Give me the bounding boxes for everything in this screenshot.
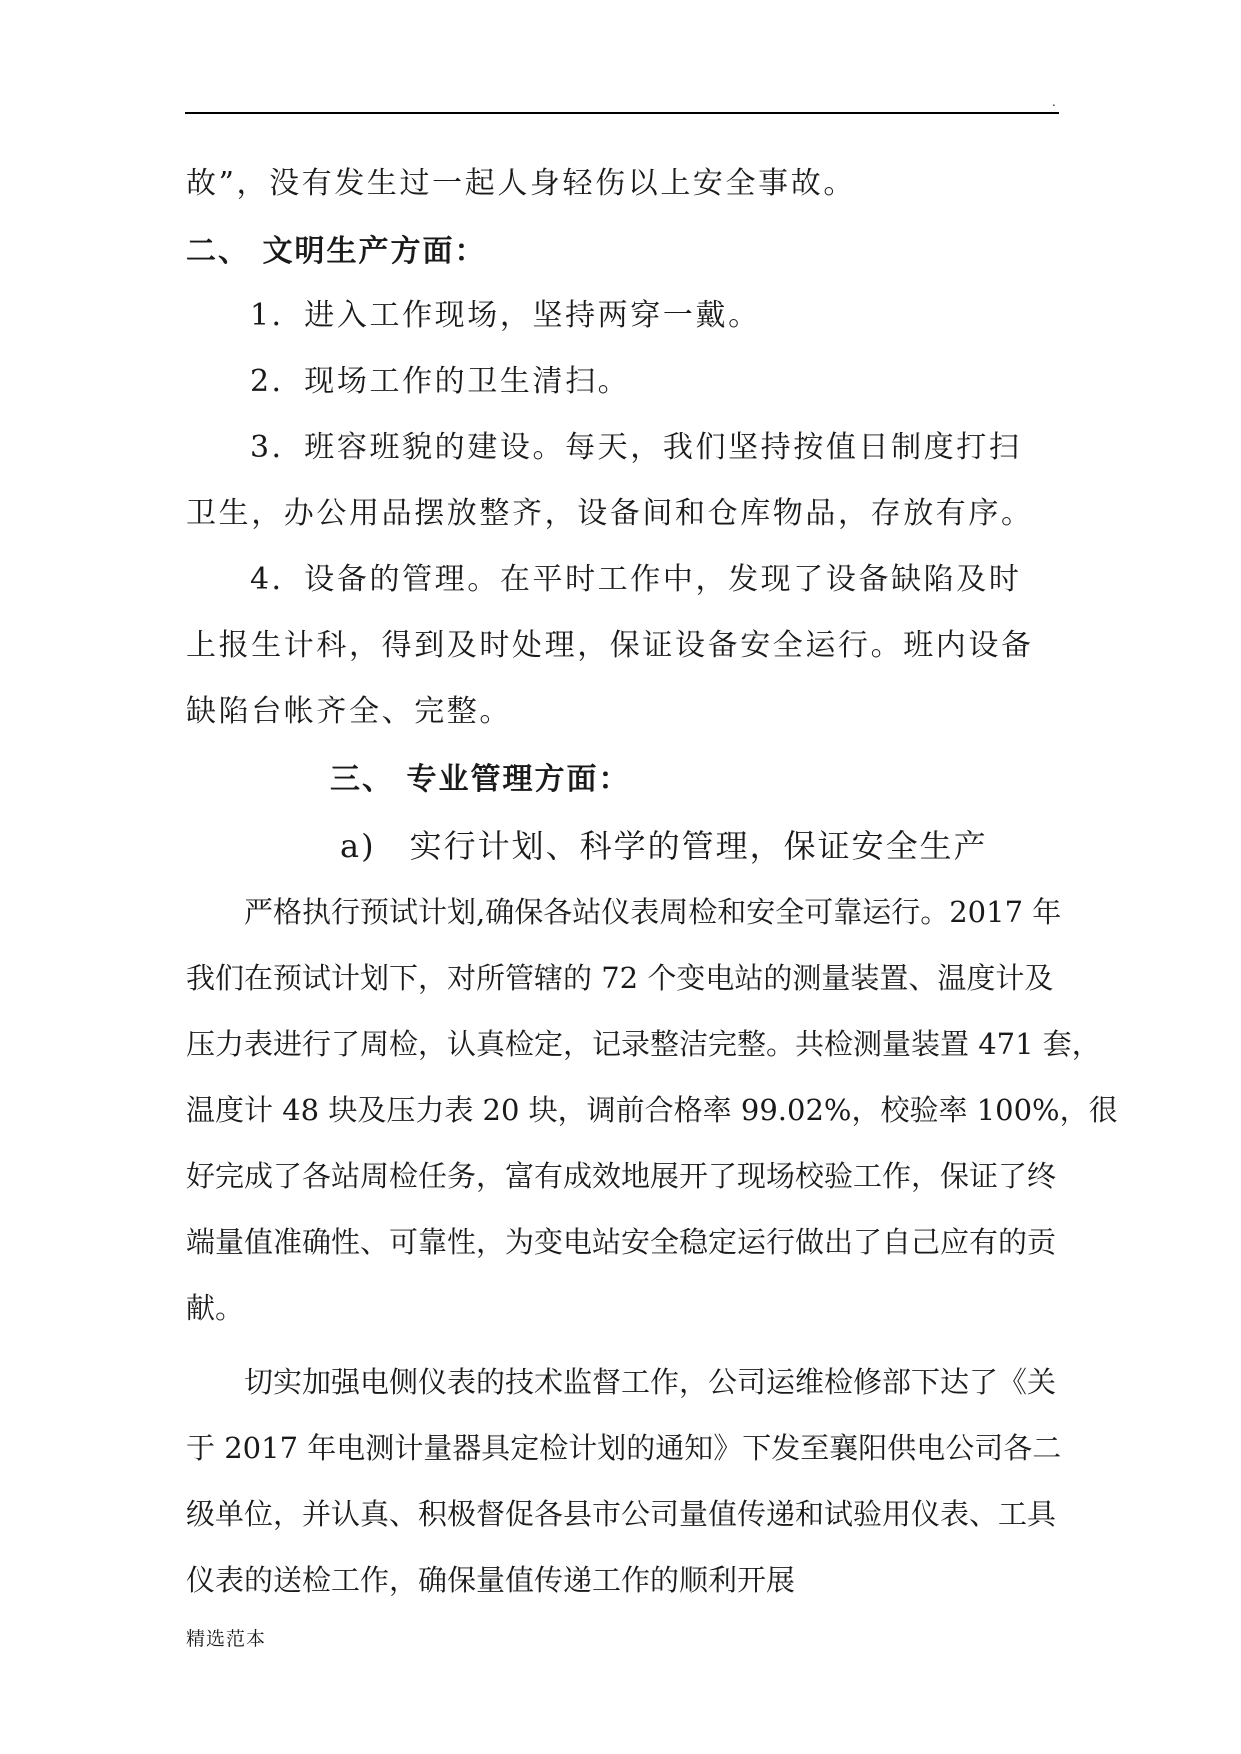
list-item: 1．进入工作现场，坚持两穿一戴。 <box>250 298 761 333</box>
text-line: 故”，没有发生过一起人身轻伤以上安全事故。 <box>186 166 856 201</box>
section-heading-civilized-production: 二、 文明生产方面： <box>186 234 487 269</box>
text-line: 端量值准确性、可靠性，为变电站安全稳定运行做出了自己应有的贡 <box>186 1225 1057 1259</box>
text-line: 温度计 48 块及压力表 20 块，调前合格率 99.02%，校验率 100%，很 <box>186 1093 1118 1127</box>
text-line: 上报生计科，得到及时处理，保证设备安全运行。班内设备 <box>186 628 1034 663</box>
footer-label: 精选范本 <box>186 1628 267 1650</box>
text-line: 级单位，并认真、积极督促各县市公司量值传递和试验用仪表、工具 <box>186 1497 1057 1531</box>
text-line: 严格执行预试计划,确保各站仪表周检和安全可靠运行。2017 年 <box>244 895 1062 929</box>
text-line: 我们在预试计划下，对所管辖的 72 个变电站的测量装置、温度计及 <box>186 961 1054 995</box>
header-rule <box>185 112 1059 114</box>
text-line: 好完成了各站周检任务，富有成效地展开了现场校验工作，保证了终 <box>186 1159 1057 1193</box>
text-line: 于 2017 年电测计量器具定检计划的通知》下发至襄阳供电公司各二 <box>186 1431 1062 1465</box>
section-heading-professional-management: 三、 专业管理方面： <box>330 762 631 797</box>
text-line: 献。 <box>186 1291 245 1325</box>
text-line: 缺陷台帐齐全、完整。 <box>186 694 512 729</box>
text-line: 卫生，办公用品摆放整齐，设备间和仓库物品，存放有序。 <box>186 496 1034 531</box>
subsection-heading: a) 实行计划、科学的管理，保证安全生产 <box>340 827 988 865</box>
text-line: 切实加强电侧仪表的技术监督工作，公司运维检修部下达了《关 <box>244 1365 1057 1399</box>
text-line: 仪表的送检工作，确保量值传递工作的顺利开展 <box>186 1563 796 1597</box>
list-item: 2．现场工作的卫生清扫。 <box>250 364 631 399</box>
header-mark: . <box>1052 95 1056 109</box>
list-item: 4．设备的管理。在平时工作中，发现了设备缺陷及时 <box>250 562 1022 597</box>
list-item: 3．班容班貌的建设。每天，我们坚持按值日制度打扫 <box>250 430 1022 465</box>
text-line: 压力表进行了周检，认真检定，记录整洁完整。共检测量装置 471 套， <box>186 1027 1101 1061</box>
